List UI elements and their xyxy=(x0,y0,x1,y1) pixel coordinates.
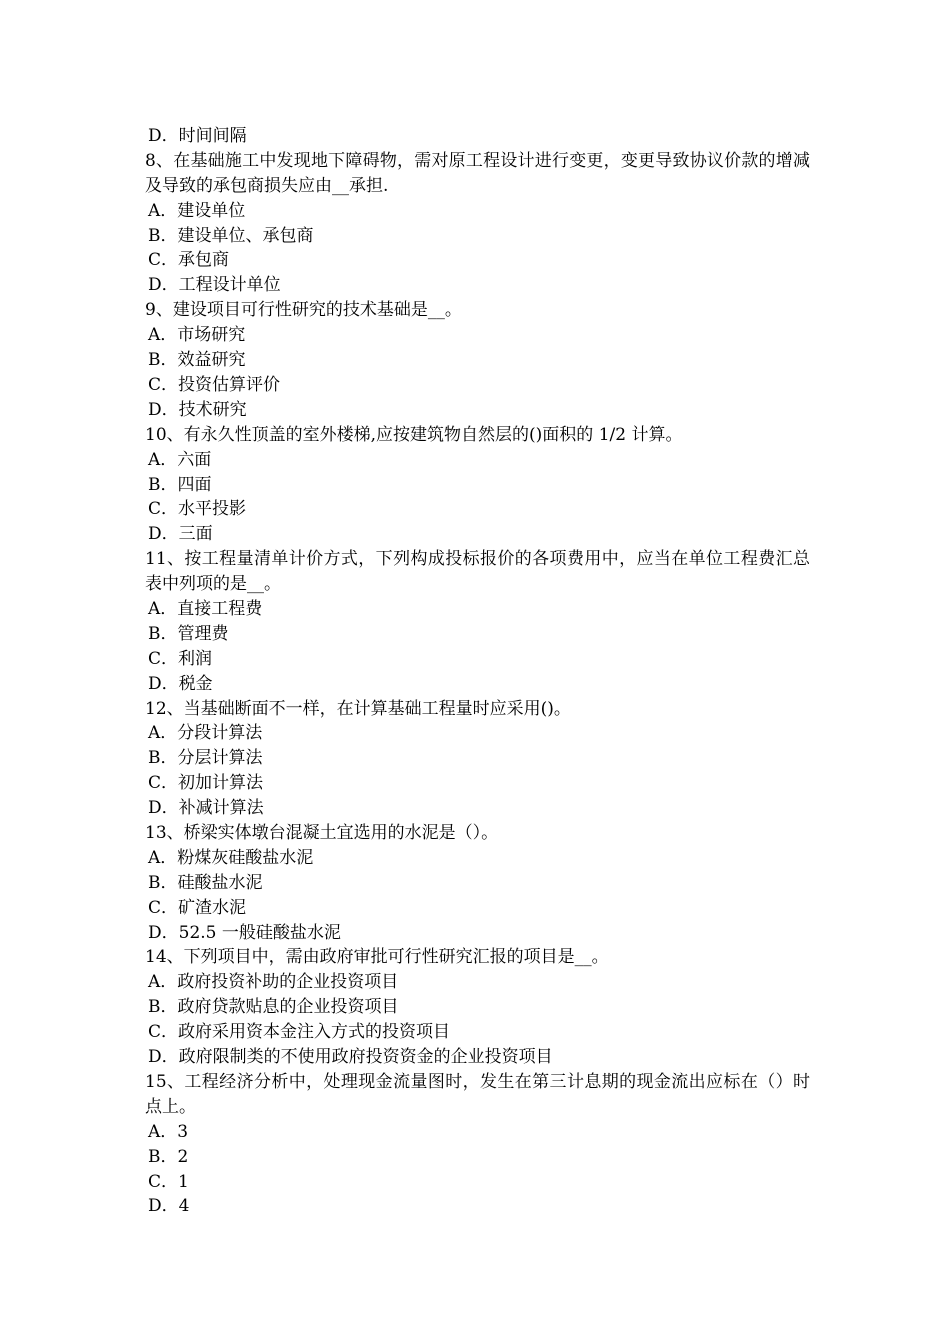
question-text: 13、桥梁实体墩台混凝土宜选用的水泥是（）。 xyxy=(145,823,499,843)
option-text: D．补减计算法 xyxy=(148,798,264,819)
option-text: C．矿渣水泥 xyxy=(148,897,247,918)
option-text: A．分段计算法 xyxy=(148,723,263,744)
option-text: B．硅酸盐水泥 xyxy=(148,872,263,893)
option-text: B．分层计算法 xyxy=(148,748,263,769)
option-text: B．2 xyxy=(148,1146,189,1167)
option-text: B．效益研究 xyxy=(148,350,246,371)
option-text: D．时间间隔 xyxy=(148,126,247,146)
question-text: 8、在基础施工中发现地下障碍物，需对原工程设计进行变更，变更导致协议价款的增减及导致的承包商损失应由__承担. xyxy=(145,150,810,196)
option-text: B．四面 xyxy=(148,474,212,495)
option-text: C．承包商 xyxy=(148,250,230,271)
question-text: 11、按工程量清单计价方式，下列构成投标报价的各项费用中，应当在单位工程费汇总表中列项的是__。 xyxy=(145,549,810,595)
option-text: A．六面 xyxy=(148,449,212,470)
option-text: C．1 xyxy=(148,1171,189,1192)
question-text: 14、下列项目中，需由政府审批可行性研究汇报的项目是__。 xyxy=(145,947,609,968)
option-text: B．建设单位、承包商 xyxy=(148,225,314,246)
question-text: 12、当基础断面不一样，在计算基础工程量时应采用()。 xyxy=(145,698,571,719)
option-text: D．技术研究 xyxy=(148,399,247,420)
option-text: A．粉煤灰硅酸盐水泥 xyxy=(148,847,314,868)
option-text: D．4 xyxy=(148,1196,190,1217)
document-page xyxy=(145,124,810,1219)
option-text: D．工程设计单位 xyxy=(148,275,281,296)
option-text: B．政府贷款贴息的企业投资项目 xyxy=(148,997,399,1018)
option-text: D．三面 xyxy=(148,524,213,545)
option-text: A．3 xyxy=(148,1121,189,1142)
question-text: 15、工程经济分析中，处理现金流量图时，发生在第三计息期的现金流出应标在（）时点上。 xyxy=(145,1071,810,1117)
question-text: 10、有永久性顶盖的室外楼梯,应按建筑物自然层的()面积的 1/2 计算。 xyxy=(145,424,683,445)
option-text: A．建设单位 xyxy=(148,200,246,221)
option-text: D．税金 xyxy=(148,673,213,694)
option-text: A．市场研究 xyxy=(148,325,246,346)
option-text: C．初加计算法 xyxy=(148,773,264,794)
option-text: D．政府限制类的不使用政府投资资金的企业投资项目 xyxy=(148,1047,553,1068)
option-text: C．利润 xyxy=(148,648,213,669)
option-text: B．管理费 xyxy=(148,623,229,644)
option-text: A．直接工程费 xyxy=(148,598,263,619)
question-text: 9、建设项目可行性研究的技术基础是__。 xyxy=(145,300,462,321)
option-text: C．投资估算评价 xyxy=(148,374,281,395)
option-text: D．52.5 一般硅酸盐水泥 xyxy=(148,922,341,943)
option-text: A．政府投资补助的企业投资项目 xyxy=(148,972,399,993)
option-text: C．政府采用资本金注入方式的投资项目 xyxy=(148,1022,451,1043)
option-text: C．水平投影 xyxy=(148,499,247,520)
